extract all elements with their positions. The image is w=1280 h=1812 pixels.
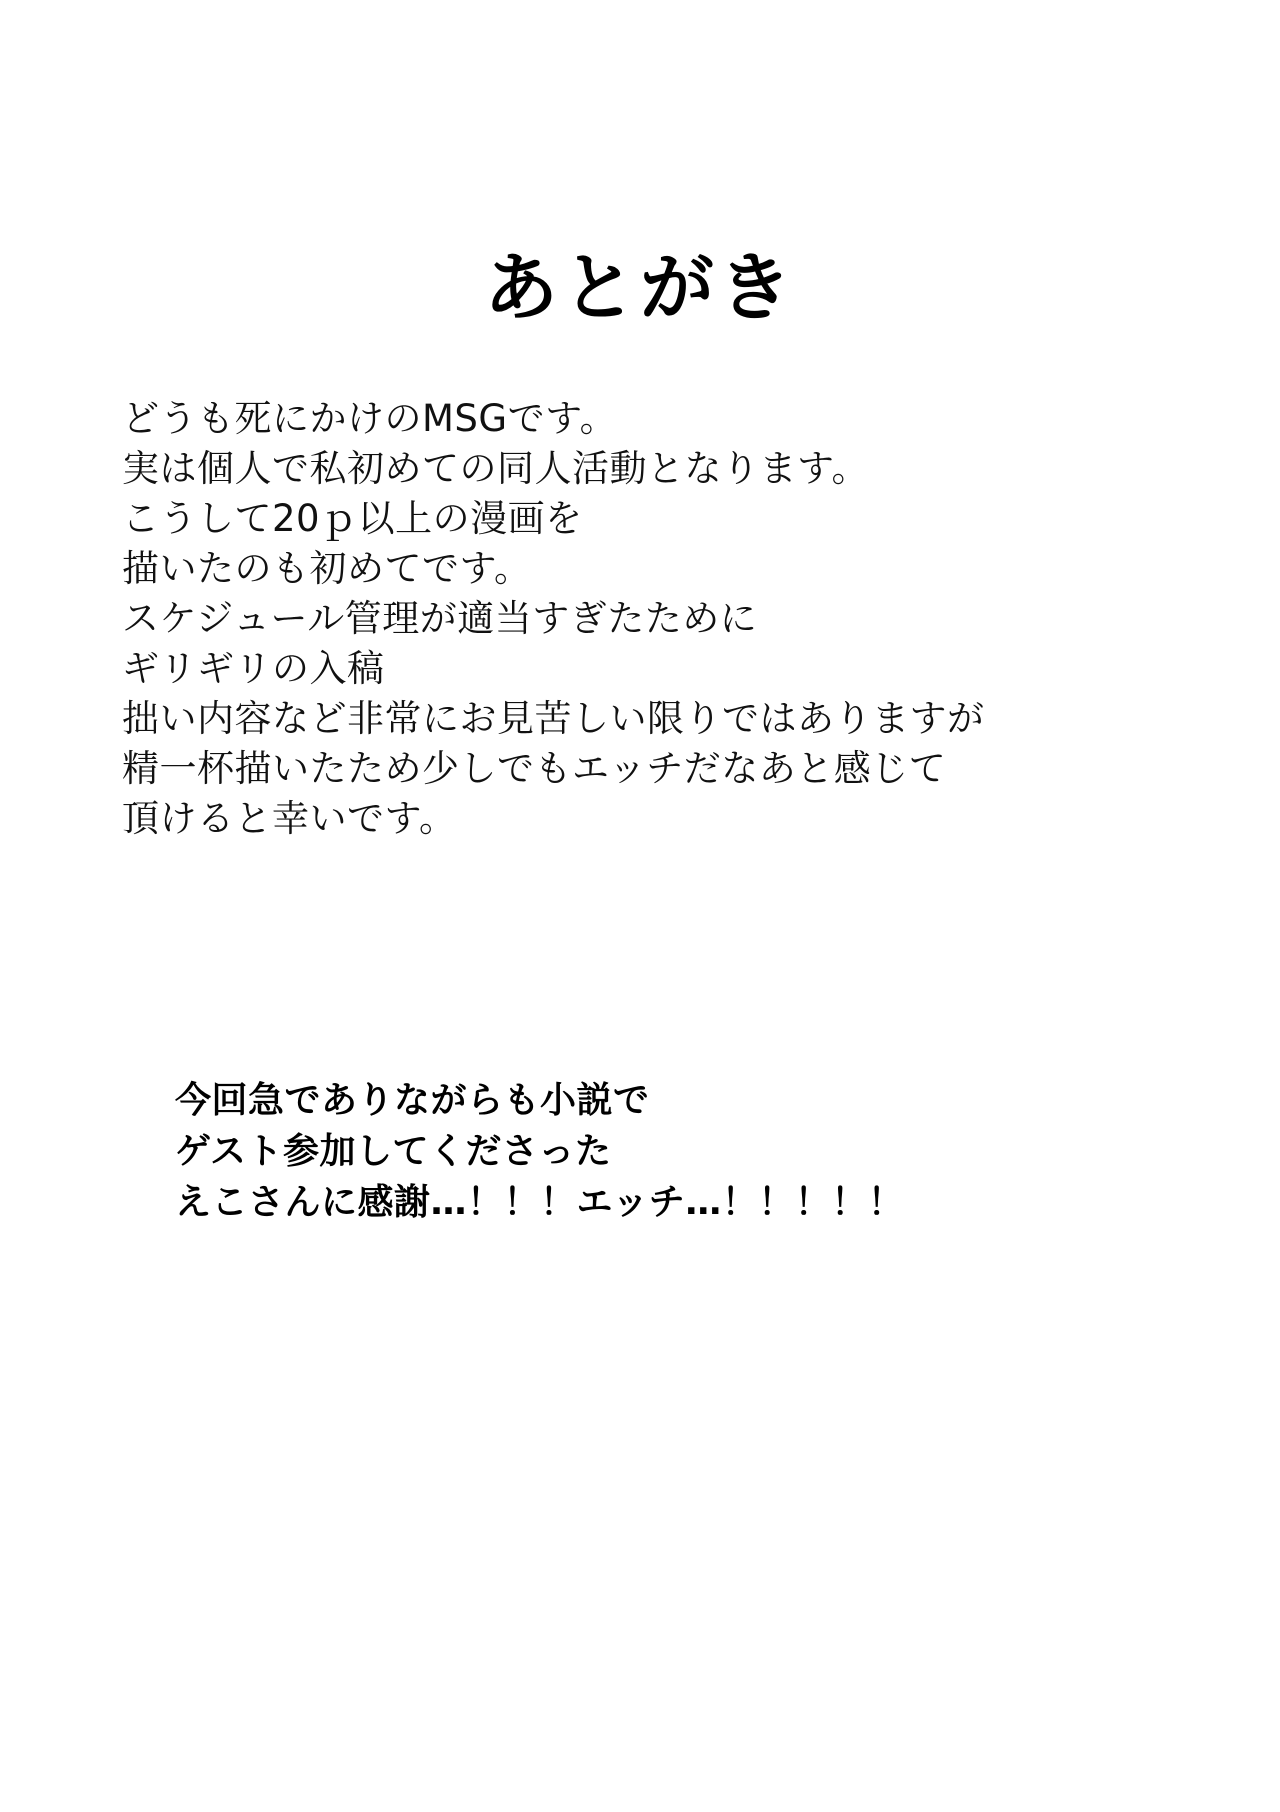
afterword-line: 精一杯描いたため少しでもエッチだなあと感じて <box>122 747 947 790</box>
thanks-line: えこさんに感謝…！！！エッチ…！！！！！ <box>175 1182 905 1223</box>
afterword-line: 頂けると幸いです。 <box>122 797 457 840</box>
afterword-line: こうして20ｐ以上の漫画を <box>122 497 583 540</box>
afterword-line: 実は個人で私初めての同人活動となります。 <box>122 447 870 490</box>
afterword-text-block <box>122 394 1122 844</box>
afterword-line: どうも死にかけのMSGです。 <box>122 397 618 440</box>
afterword-line: スケジュール管理が適当すぎたために <box>122 597 758 640</box>
page-title: あとがき <box>484 245 796 331</box>
afterword-line: 描いたのも初めてです。 <box>122 547 532 590</box>
afterword-line: 拙い内容など非常にお見苦しい限りではありますが <box>122 697 985 740</box>
thanks-line: 今回急でありながらも小説で <box>175 1080 650 1121</box>
thanks-line: ゲスト参加してくださった <box>175 1131 612 1172</box>
afterword-line: ギリギリの入稿 <box>122 647 385 690</box>
thanks-text-block <box>175 1075 1075 1228</box>
